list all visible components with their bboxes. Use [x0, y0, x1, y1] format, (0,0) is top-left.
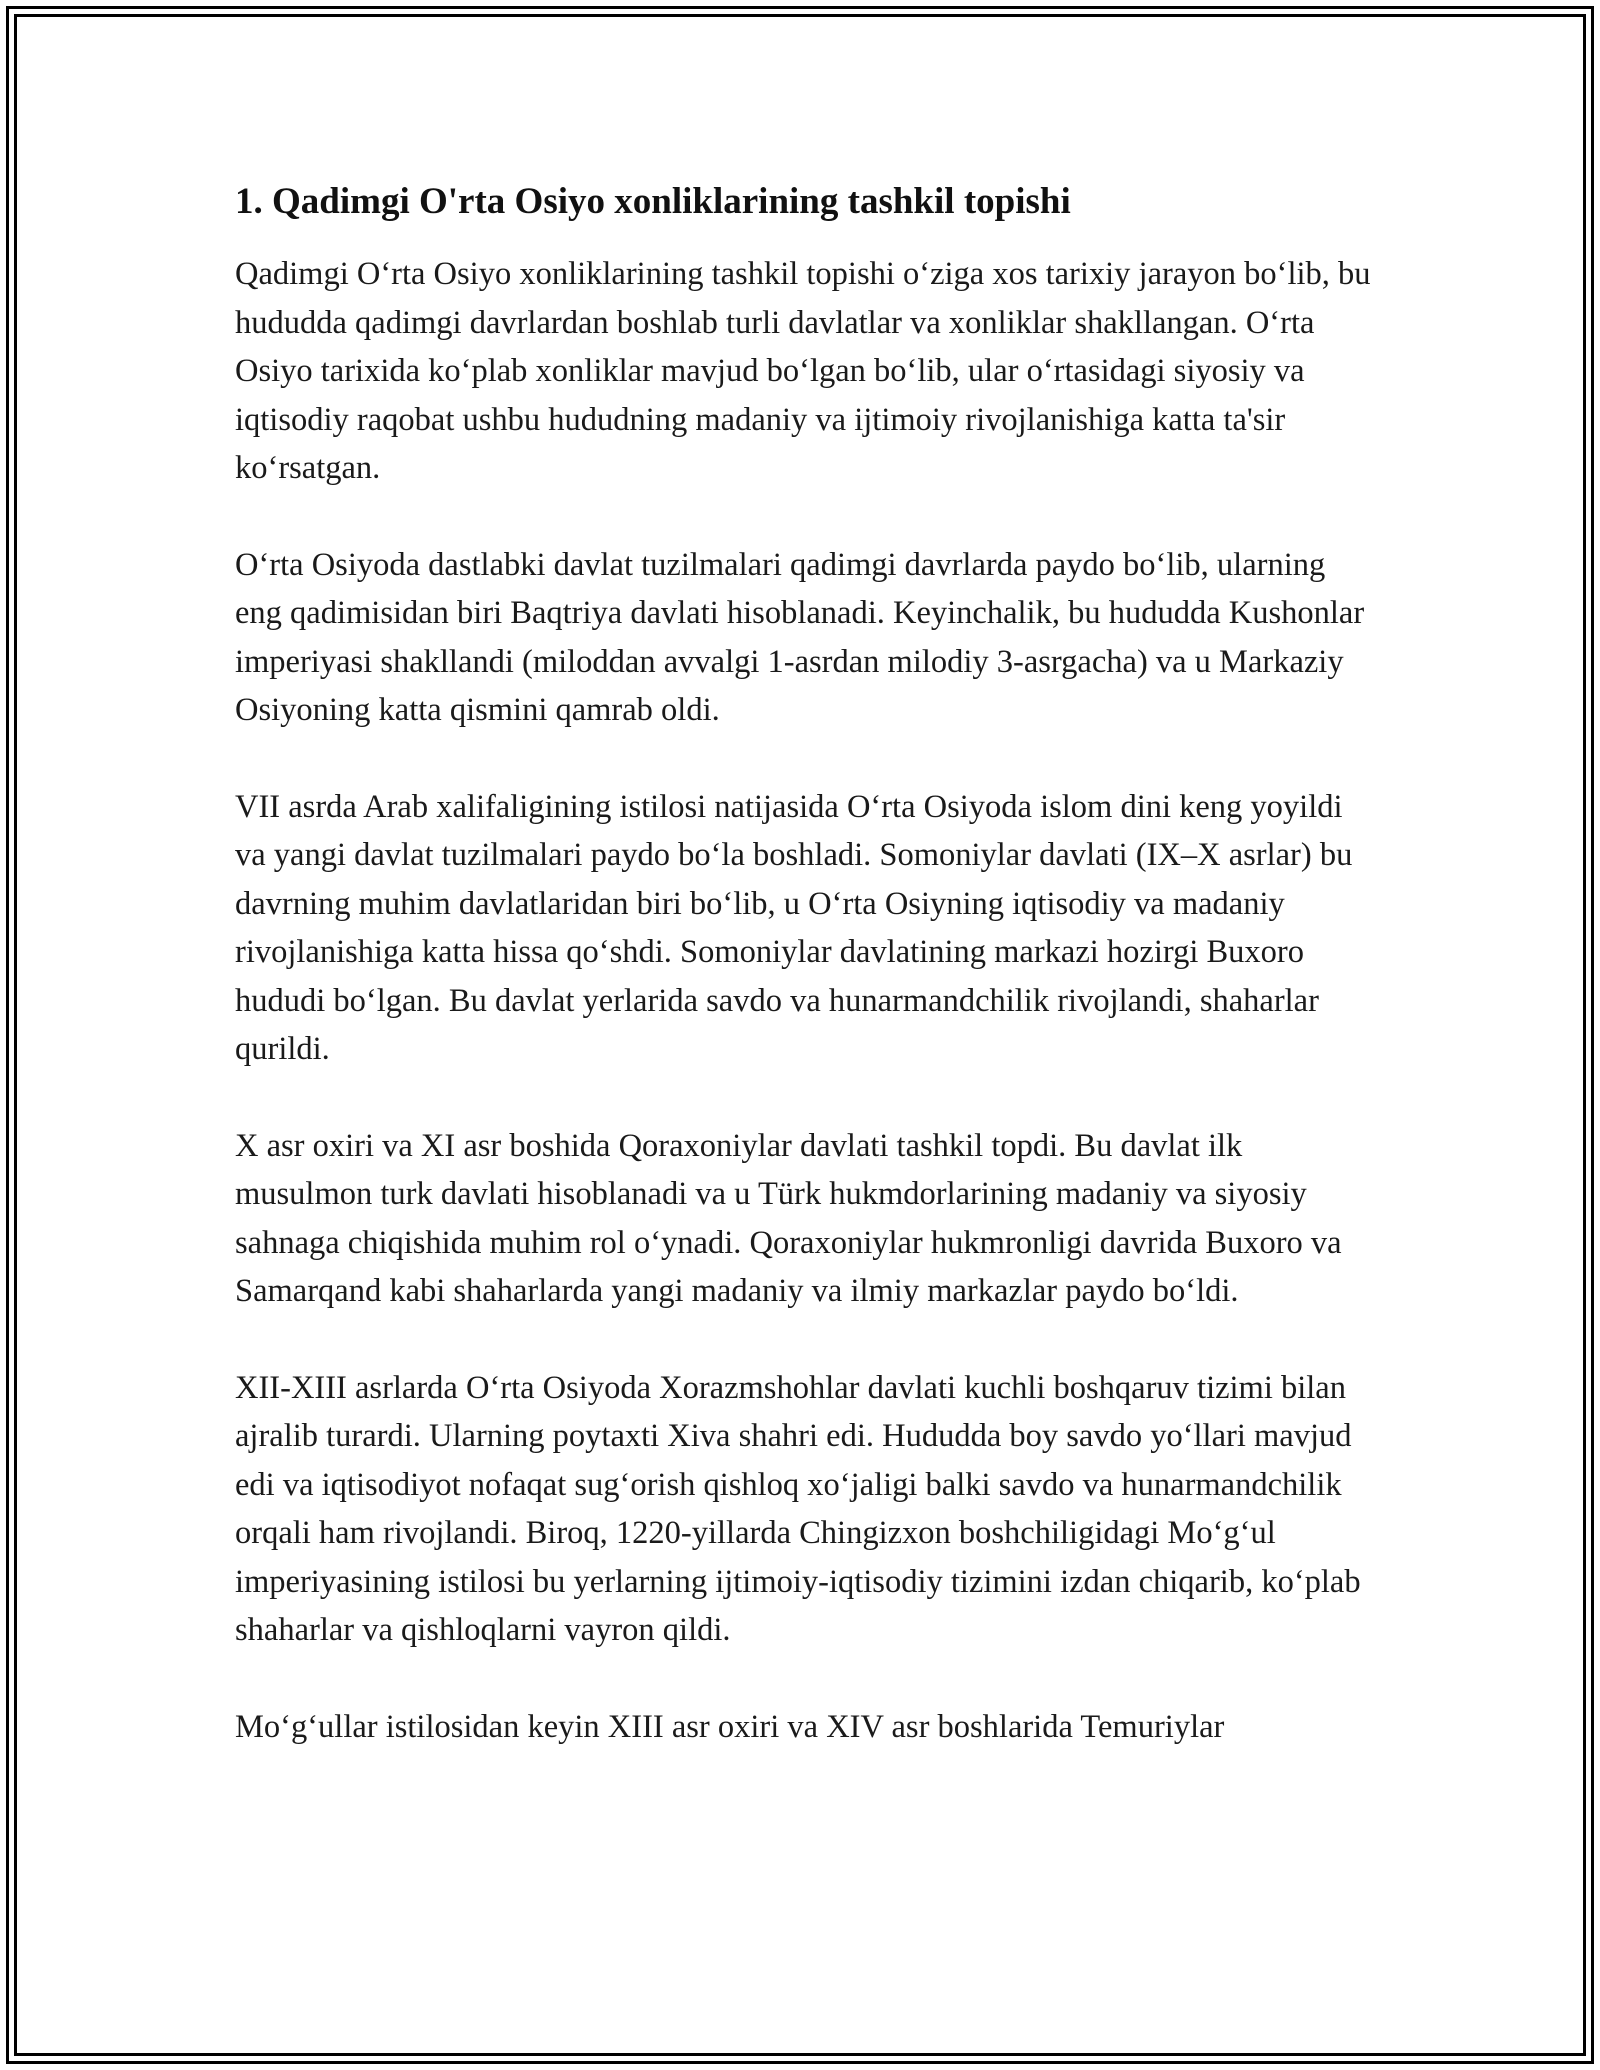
paragraph-4: X asr oxiri va XI asr boshida Qoraxoniylar davlati tashkil topdi. Bu davlat ilk musulmon turk davlati hisoblanadi va u Türk hukmdorlarining madaniy va siyosiy sahnaga chiqishida muhim rol o‘ynadi. Qoraxoniylar hukmronligi davrida Buxoro va Samarqand kabi shaharlarda yangi madaniy va ilmiy markazlar paydo bo‘ldi.: [235, 1127, 1342, 1310]
paragraph-3: VII asrda Arab xalifaligining istilosi natijasida O‘rta Osiyoda islom dini keng yoyildi va yangi davlat tuzilmalari paydo bo‘la boshladi. Somoniylar davlati (IX–X asrlar) bu davrning muhim davlatlaridan biri bo‘lib, u O‘rta Osiyning iqtisodiy va madaniy rivojlanishiga katta hissa qo‘shdi. Somoniylar davlatining markazi hozirgi Buxoro hududi bo‘lgan. Bu davlat yerlarida savdo va hunarmandchilik rivojlandi, shaharlar qurildi.: [235, 788, 1353, 1068]
paragraph-2: O‘rta Osiyoda dastlabki davlat tuzilmalari qadimgi davrlarda paydo bo‘lib, ularning eng qadimisidan biri Baqtriya davlati hisoblanadi. Keyinchalik, bu hududda Kushonlar imperiyasi shakllandi (miloddan avvalgi 1-asrdan milodiy 3-asrgacha) va u Markaziy Osiyoning katta qismini qamrab oldi.: [235, 546, 1365, 729]
paragraph-1: Qadimgi O‘rta Osiyo xonliklarining tashkil topishi o‘ziga xos tarixiy jarayon bo‘lib, bu hududda qadimgi davrlardan boshlab turli davlatlar va xonliklar shakllangan. O‘rta Osiyo tarixida ko‘plab xonliklar mavjud bo‘lgan bo‘lib, ular o‘rtasidagi siyosiy va iqtisodiy raqobat ushbu hududning madaniy va ijtimoiy rivojlanishiga katta ta'sir ko‘rsatgan.: [235, 256, 1371, 487]
section-heading: 1. Qadimgi O'rta Osiyo xonliklarining tashkil topishi: [235, 181, 1071, 222]
paragraph-5: XII-XIII asrlarda O‘rta Osiyoda Xorazmshohlar davlati kuchli boshqaruv tizimi bilan ajralib turardi. Ularning poytaxti Xiva shahri edi. Hududda boy savdo yo‘llari mavjud edi va iqtisodiyot nofaqat sug‘orish qishloq xo‘jaligi balki savdo va hunarmandchilik orqali ham rivojlandi. Biroq, 1220-yillarda Chingizxon boshchiligidagi Mo‘g‘ul imperiyasining istilosi bu yerlarning ijtimoiy-iqtisodiy tizimini izdan chiqarib, ko‘plab shaharlar va qishloqlarni vayron qildi.: [235, 1369, 1361, 1649]
paragraph-6: Mo‘g‘ullar istilosidan keyin XIII asr oxiri va XIV asr boshlarida Temuriylar: [235, 1708, 1225, 1745]
document-body: [235, 180, 1375, 1751]
